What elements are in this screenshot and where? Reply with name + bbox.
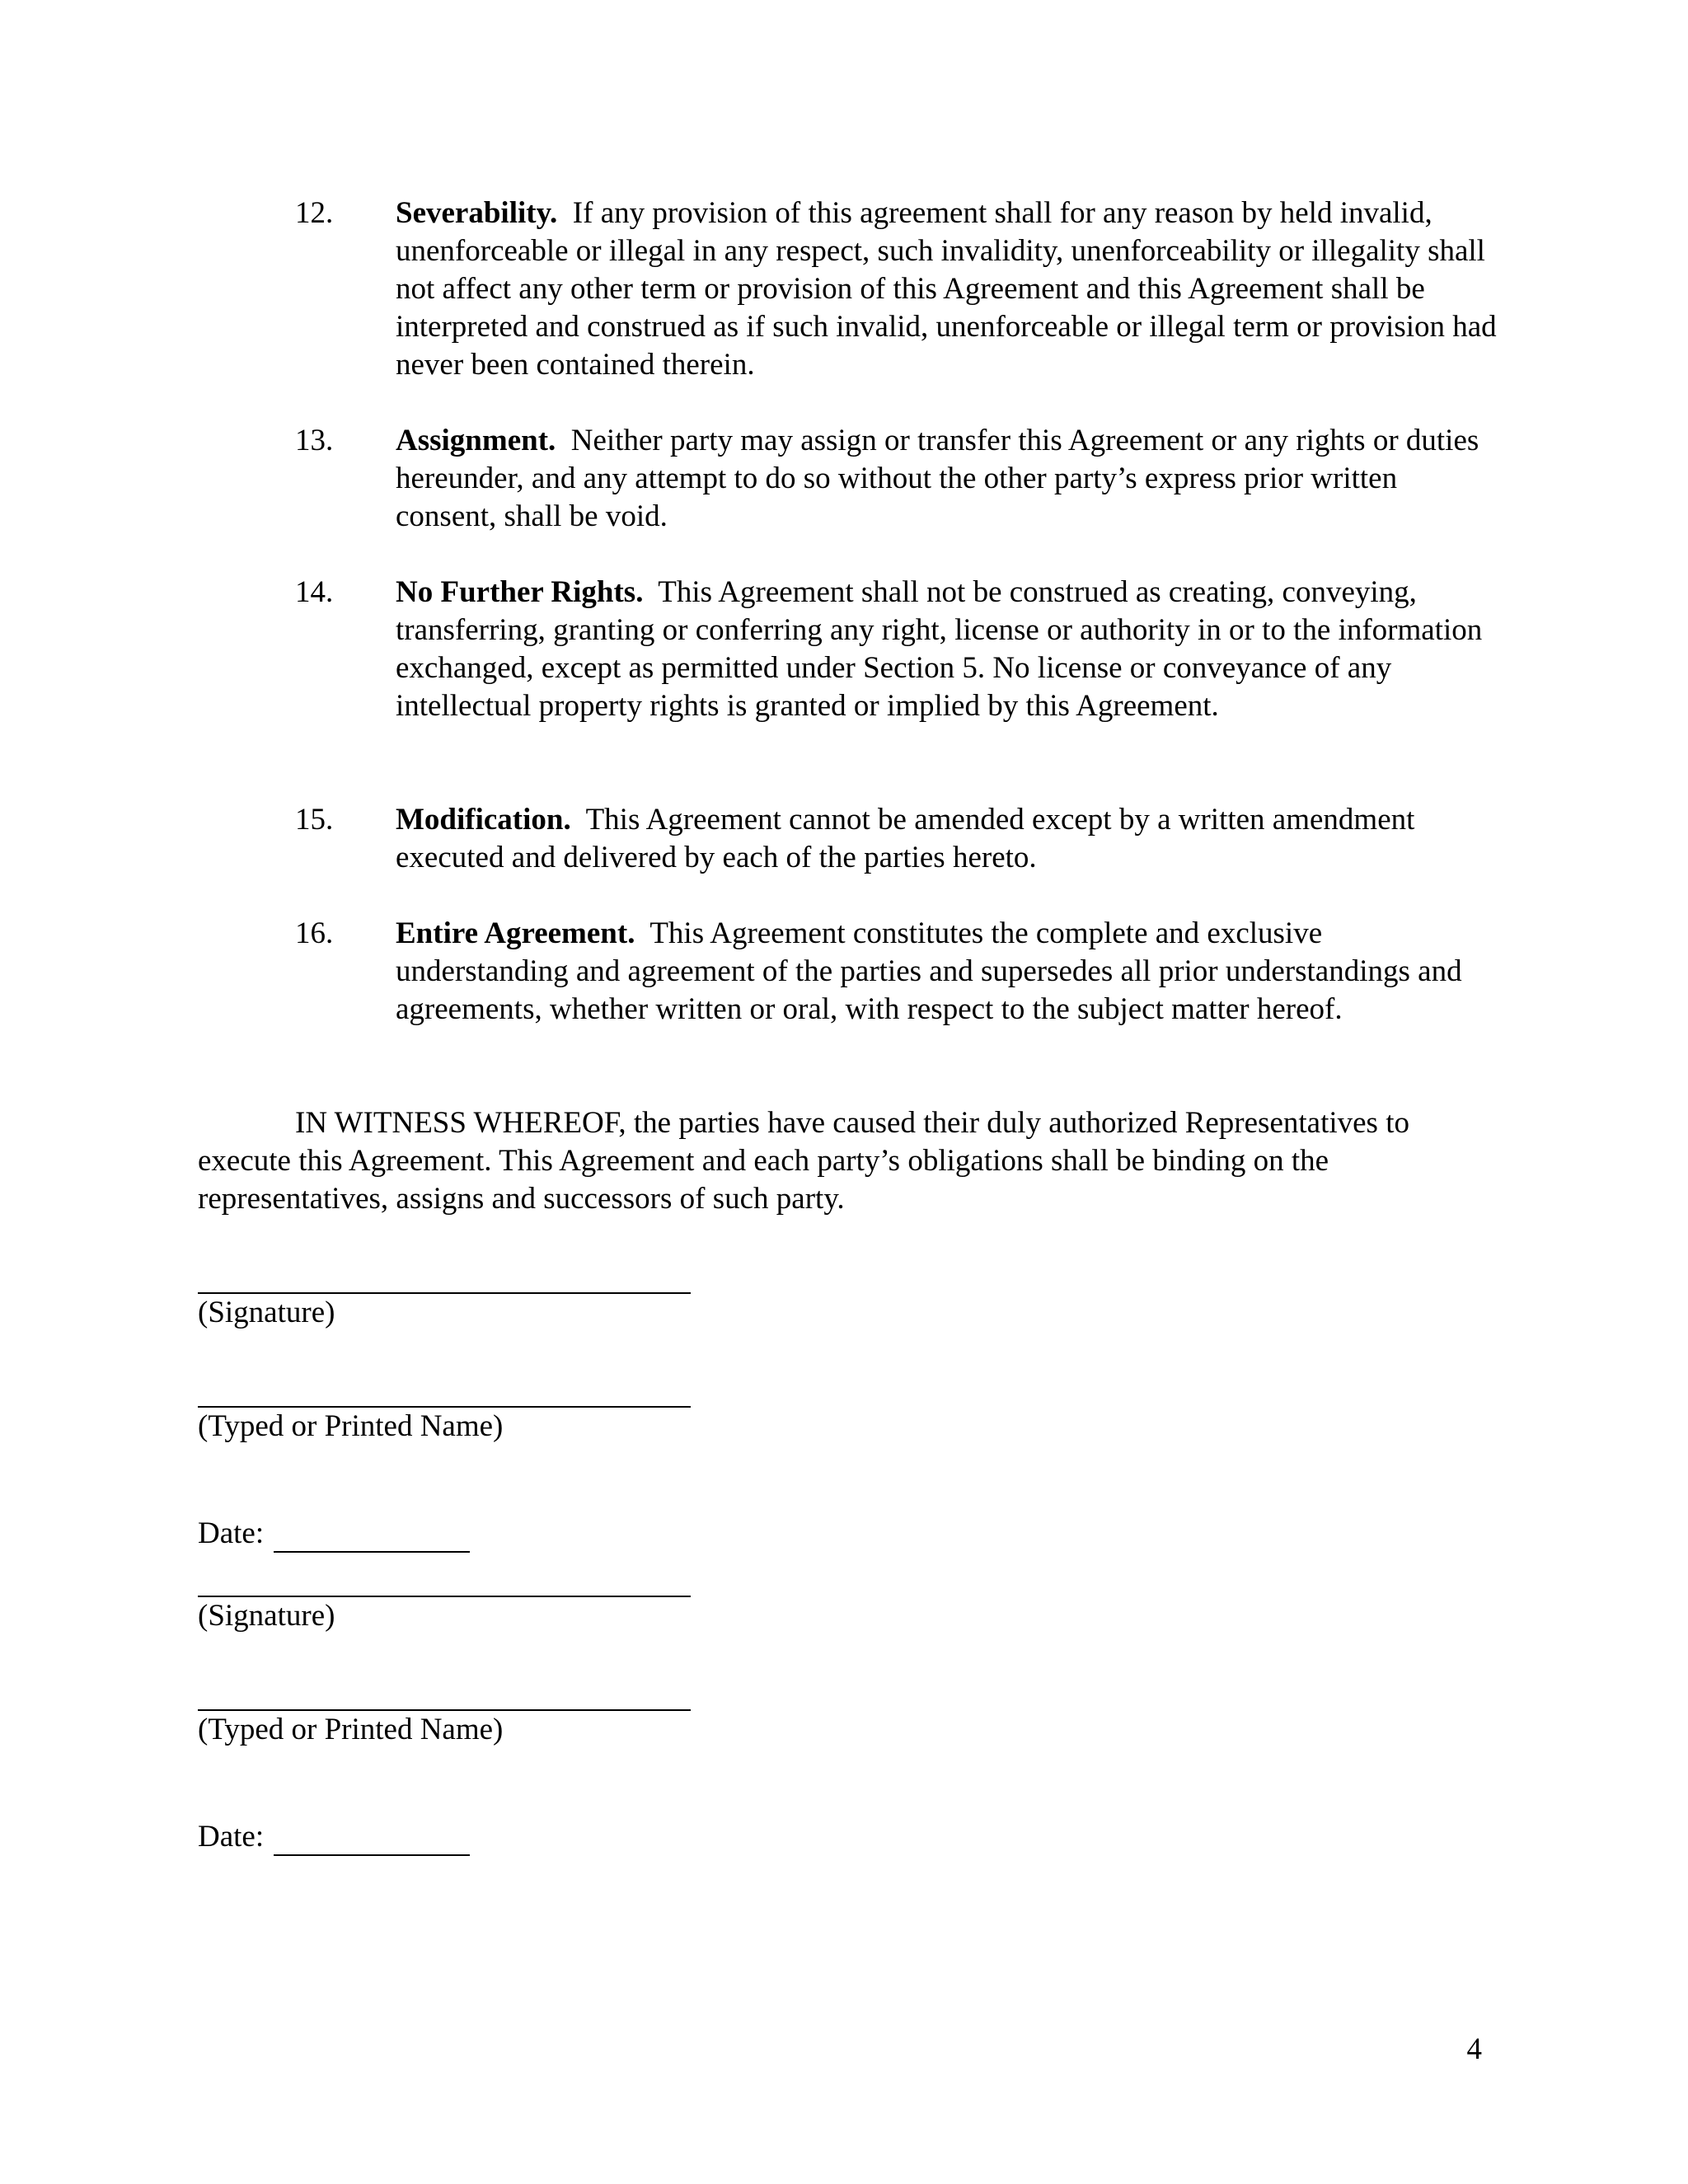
clause-text: Neither party may assign or transfer this Agreement or any rights or duties hereunder, and any attempt to do so without the other party’s express prior written consent, shall be void. xyxy=(396,424,1479,533)
printed-name-field[interactable] xyxy=(198,1709,691,1749)
printed-name-label: (Typed or Printed Name) xyxy=(198,1409,504,1443)
clause-no-further-rights xyxy=(295,574,1498,725)
clause-heading: Severability. xyxy=(396,196,558,230)
clause-body xyxy=(396,915,1498,1029)
clause-heading: Modification. xyxy=(396,803,571,837)
clause-body xyxy=(396,801,1498,877)
date-field[interactable] xyxy=(198,1818,470,1856)
date-line[interactable] xyxy=(274,1523,470,1553)
signature-field[interactable] xyxy=(198,1292,691,1332)
clause-number: 14. xyxy=(295,575,334,609)
clause-heading: Assignment. xyxy=(396,424,556,457)
date-line[interactable] xyxy=(274,1826,470,1856)
printed-name-field[interactable] xyxy=(198,1406,691,1446)
clause-number: 15. xyxy=(295,803,334,837)
clause-modification xyxy=(295,801,1498,877)
date-field[interactable] xyxy=(198,1515,470,1553)
clause-number: 12. xyxy=(295,196,334,230)
clause-text: If any provision of this agreement shall for any reason by held invalid, unenforceable or illegal in any respect, such invalidity, unenforceability or illegality shall not affect any other term or provision of this Agreement and this Agreement shall be interpreted and construed as if such invalid, unenforceable or illegal term or provision had never been contained therein. xyxy=(396,196,1497,382)
clause-number: 13. xyxy=(295,424,334,457)
page-number: 4 xyxy=(1466,2032,1482,2066)
printed-name-label: (Typed or Printed Name) xyxy=(198,1713,504,1746)
signature-label: (Signature) xyxy=(198,1599,335,1633)
date-label: Date: xyxy=(198,1516,265,1550)
clause-severability xyxy=(295,194,1498,384)
clause-body xyxy=(396,194,1498,384)
clause-body xyxy=(396,574,1498,725)
clause-number: 16. xyxy=(295,916,334,950)
signature-field[interactable] xyxy=(198,1596,691,1635)
clause-text: This Agreement cannot be amended except by a written amendment executed and delivered by each of the parties hereto. xyxy=(396,803,1415,874)
clause-heading: No Further Rights. xyxy=(396,575,644,609)
clause-assignment xyxy=(295,422,1498,536)
clause-text: This Agreement constitutes the complete and exclusive understanding and agreement of the parties and supersedes all prior understandings and agreements, whether written or oral, with respect to the subject matter hereof. xyxy=(396,916,1462,1026)
clause-body xyxy=(396,422,1498,536)
clause-entire-agreement xyxy=(295,915,1498,1029)
clause-text: This Agreement shall not be construed as creating, conveying, transferring, granting or conferring any right, license or authority in or to the information exchanged, except as permitted under Section 5. No license or conveyance of any intellectual property rights is granted or implied by this Agreement. xyxy=(396,575,1483,723)
signature-label: (Signature) xyxy=(198,1296,335,1329)
witness-paragraph: IN WITNESS WHEREOF, the parties have caused their duly authorized Representatives to execute this Agreement. This Agreement and each party’s obligations shall be binding on the representatives, assigns and successors of such party. xyxy=(198,1106,1409,1216)
clause-heading: Entire Agreement. xyxy=(396,916,635,950)
date-label: Date: xyxy=(198,1820,265,1854)
